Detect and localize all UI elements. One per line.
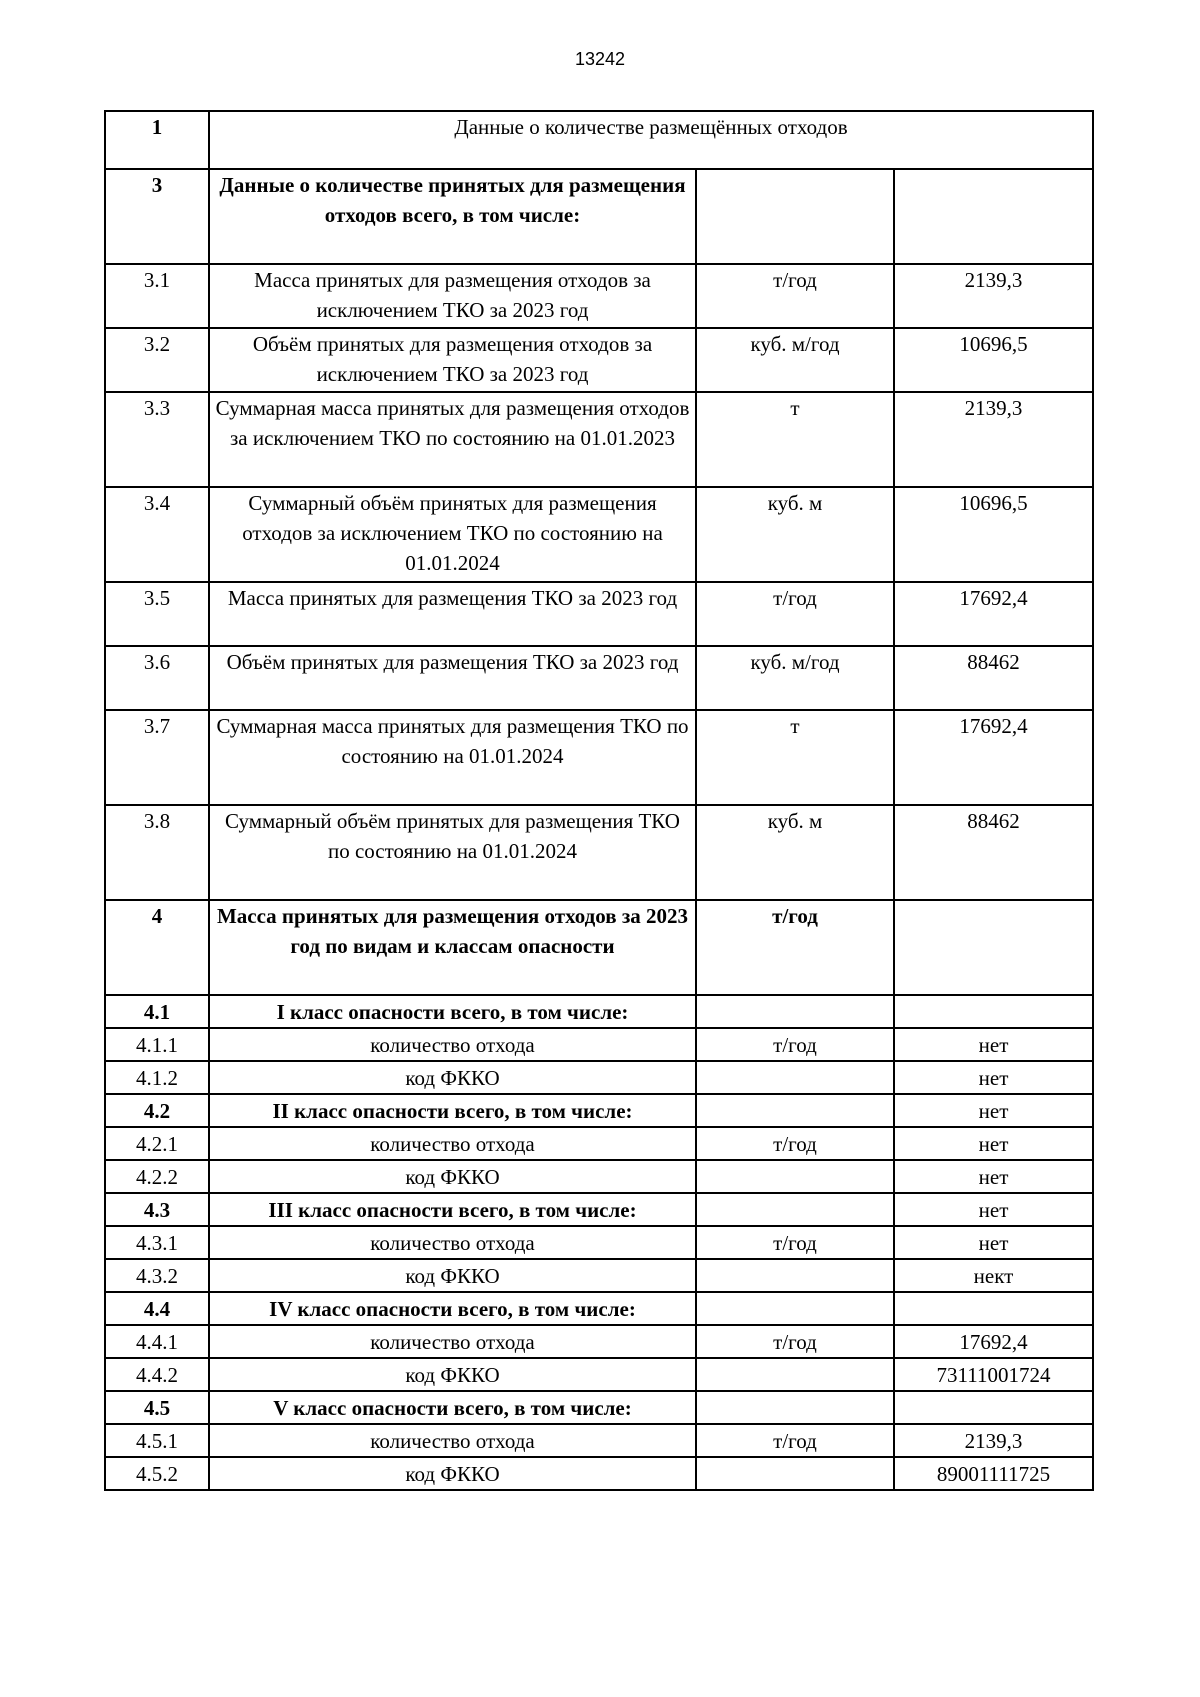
row-name: Суммарная масса принятых для размещения ТКО по состоянию на 01.01.2024 <box>209 710 696 805</box>
row-unit: т/год <box>696 1424 894 1457</box>
row-num: 3.1 <box>105 264 209 328</box>
table-row <box>105 264 1093 328</box>
table-row <box>105 710 1093 805</box>
row-unit <box>696 995 894 1028</box>
row-num: 3.2 <box>105 328 209 392</box>
row-num: 3.6 <box>105 646 209 710</box>
row-name: количество отхода <box>209 1424 696 1457</box>
table-row <box>105 1061 1093 1094</box>
row-unit: куб. м <box>696 487 894 582</box>
waste-data-table <box>104 110 1094 1491</box>
row-value: 17692,4 <box>894 582 1093 646</box>
row-unit: куб. м <box>696 805 894 900</box>
section-num: 4 <box>105 900 209 995</box>
table-row <box>105 392 1093 487</box>
row-unit <box>696 1259 894 1292</box>
row-name: Масса принятых для размещения отходов за исключением ТКО за 2023 год <box>209 264 696 328</box>
row-num: 4.2.1 <box>105 1127 209 1160</box>
row-value: нет <box>894 1028 1093 1061</box>
row-num: 3.8 <box>105 805 209 900</box>
row-name: код ФККО <box>209 1061 696 1094</box>
table-row <box>105 1424 1093 1457</box>
row-unit <box>696 1457 894 1490</box>
row-name: Масса принятых для размещения ТКО за 2023 год <box>209 582 696 646</box>
row-name: Объём принятых для размещения ТКО за 2023 год <box>209 646 696 710</box>
row-value: 88462 <box>894 646 1093 710</box>
row-name: количество отхода <box>209 1325 696 1358</box>
row-unit <box>696 1094 894 1127</box>
row-unit: т/год <box>696 1127 894 1160</box>
section-4-row <box>105 900 1093 995</box>
row-num: 4.4.1 <box>105 1325 209 1358</box>
row-name: код ФККО <box>209 1259 696 1292</box>
section-value <box>894 900 1093 995</box>
table-row <box>105 805 1093 900</box>
row-num: 4.4.2 <box>105 1358 209 1391</box>
row-unit <box>696 1358 894 1391</box>
table-row <box>105 328 1093 392</box>
section-3-row <box>105 169 1093 264</box>
section-title: Данные о количестве принятых для размещения отходов всего, в том числе: <box>209 169 696 264</box>
row-num: 4.4 <box>105 1292 209 1325</box>
row-value: 10696,5 <box>894 487 1093 582</box>
row-num: 4.3.1 <box>105 1226 209 1259</box>
table-row <box>105 1127 1093 1160</box>
row-value: 2139,3 <box>894 1424 1093 1457</box>
table-row <box>105 1226 1093 1259</box>
row-value: 88462 <box>894 805 1093 900</box>
row-value: 2139,3 <box>894 392 1093 487</box>
row-unit <box>696 1160 894 1193</box>
table-header-row <box>105 111 1093 169</box>
row-num: 4.1.2 <box>105 1061 209 1094</box>
row-name: код ФККО <box>209 1160 696 1193</box>
row-unit: т/год <box>696 264 894 328</box>
row-value <box>894 1391 1093 1424</box>
table-row <box>105 1358 1093 1391</box>
row-unit: т/год <box>696 1325 894 1358</box>
table-row <box>105 1457 1093 1490</box>
row-value: нет <box>894 1094 1093 1127</box>
row-num: 3.5 <box>105 582 209 646</box>
row-value: нет <box>894 1127 1093 1160</box>
section-value <box>894 169 1093 264</box>
class-row <box>105 1193 1093 1226</box>
row-value: нет <box>894 1160 1093 1193</box>
row-value: нет <box>894 1193 1093 1226</box>
row-unit: куб. м/год <box>696 646 894 710</box>
row-name: Суммарный объём принятых для размещения ТКО по состоянию на 01.01.2024 <box>209 805 696 900</box>
row-name: количество отхода <box>209 1127 696 1160</box>
row-value: 2139,3 <box>894 264 1093 328</box>
row-name: Суммарный объём принятых для размещения отходов за исключением ТКО по состоянию на 01.01.2024 <box>209 487 696 582</box>
table-row <box>105 1259 1093 1292</box>
row-num: 3.3 <box>105 392 209 487</box>
class-row <box>105 1094 1093 1127</box>
row-unit: т/год <box>696 1226 894 1259</box>
row-value <box>894 1292 1093 1325</box>
row-name: код ФККО <box>209 1358 696 1391</box>
row-num: 4.3 <box>105 1193 209 1226</box>
row-value: 17692,4 <box>894 710 1093 805</box>
row-unit: куб. м/год <box>696 328 894 392</box>
row-name: II класс опасности всего, в том числе: <box>209 1094 696 1127</box>
row-name: Объём принятых для размещения отходов за исключением ТКО за 2023 год <box>209 328 696 392</box>
table-row <box>105 487 1093 582</box>
table-row <box>105 1160 1093 1193</box>
row-name: III класс опасности всего, в том числе: <box>209 1193 696 1226</box>
row-name: код ФККО <box>209 1457 696 1490</box>
row-num: 4.5 <box>105 1391 209 1424</box>
class-row <box>105 1292 1093 1325</box>
row-value: нет <box>894 1226 1093 1259</box>
row-num: 3.7 <box>105 710 209 805</box>
section-title: Масса принятых для размещения отходов за 2023 год по видам и классам опасности <box>209 900 696 995</box>
class-row <box>105 995 1093 1028</box>
table-row <box>105 582 1093 646</box>
row-unit <box>696 1193 894 1226</box>
row-unit: т <box>696 710 894 805</box>
section-num: 3 <box>105 169 209 264</box>
row-name: количество отхода <box>209 1028 696 1061</box>
class-row <box>105 1391 1093 1424</box>
row-unit <box>696 1292 894 1325</box>
row-name: Суммарная масса принятых для размещения отходов за исключением ТКО по состоянию на 01.01.2023 <box>209 392 696 487</box>
page-number: 13242 <box>574 49 626 69</box>
row-unit: т/год <box>696 582 894 646</box>
table-row <box>105 1325 1093 1358</box>
header-title: Данные о количестве размещённых отходов <box>209 111 1093 169</box>
header-num: 1 <box>105 111 209 169</box>
row-unit: т/год <box>696 1028 894 1061</box>
row-value: 89001111725 <box>894 1457 1093 1490</box>
table-row <box>105 1028 1093 1061</box>
section-unit <box>696 169 894 264</box>
row-num: 4.2 <box>105 1094 209 1127</box>
row-unit <box>696 1391 894 1424</box>
row-name: количество отхода <box>209 1226 696 1259</box>
row-value: 17692,4 <box>894 1325 1093 1358</box>
row-name: IV класс опасности всего, в том числе: <box>209 1292 696 1325</box>
row-unit: т <box>696 392 894 487</box>
row-num: 4.1.1 <box>105 1028 209 1061</box>
row-value: нет <box>894 1061 1093 1094</box>
row-name: V класс опасности всего, в том числе: <box>209 1391 696 1424</box>
section-unit: т/год <box>696 900 894 995</box>
row-value <box>894 995 1093 1028</box>
row-num: 4.5.1 <box>105 1424 209 1457</box>
row-num: 4.1 <box>105 995 209 1028</box>
row-value: 73111001724 <box>894 1358 1093 1391</box>
row-unit <box>696 1061 894 1094</box>
row-name: I класс опасности всего, в том числе: <box>209 995 696 1028</box>
row-num: 3.4 <box>105 487 209 582</box>
row-value: 10696,5 <box>894 328 1093 392</box>
row-num: 4.2.2 <box>105 1160 209 1193</box>
row-num: 4.3.2 <box>105 1259 209 1292</box>
row-value: нект <box>894 1259 1093 1292</box>
table-row <box>105 646 1093 710</box>
row-num: 4.5.2 <box>105 1457 209 1490</box>
